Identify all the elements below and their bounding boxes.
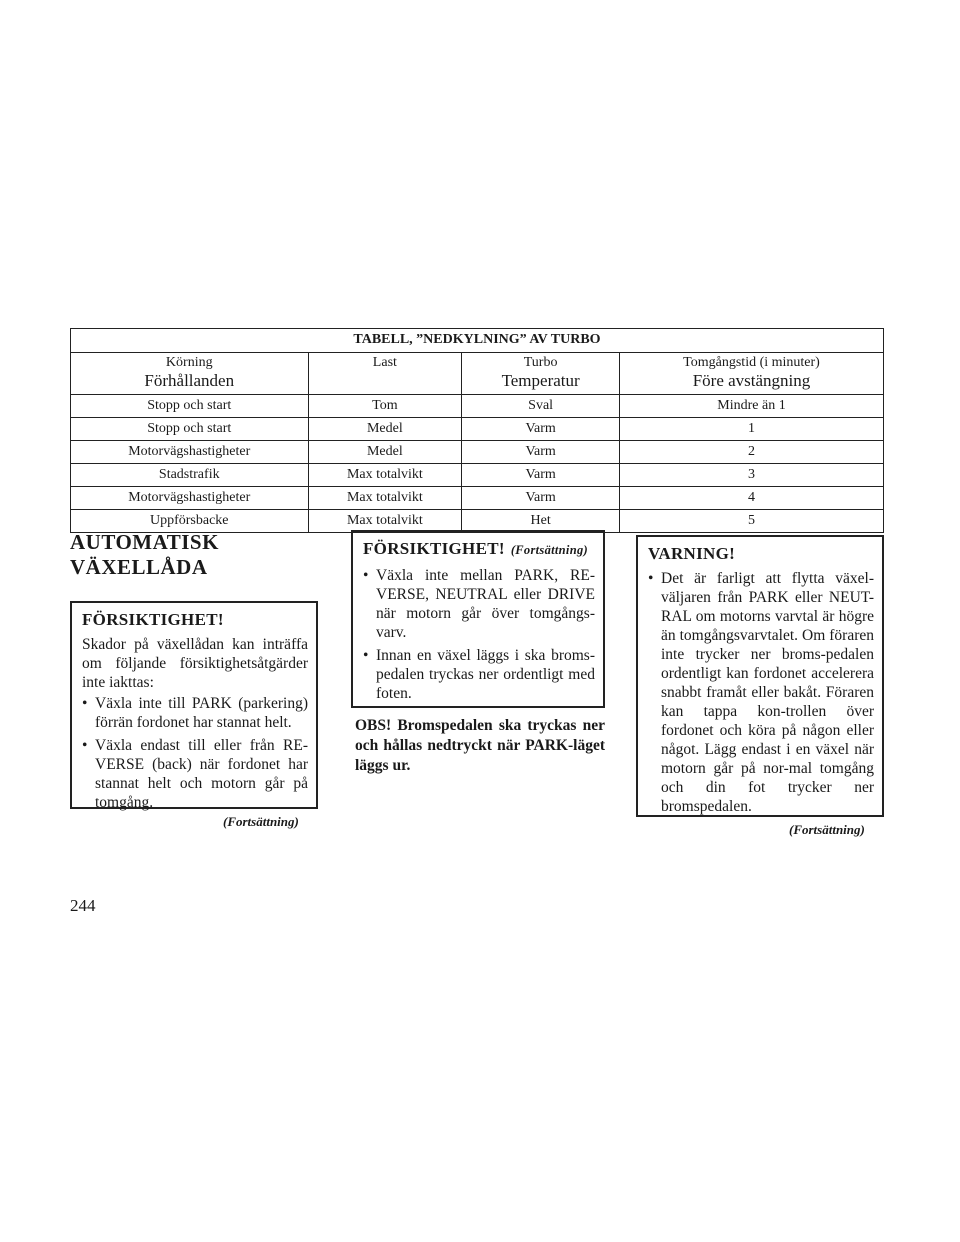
column-header-turbo <box>462 353 620 395</box>
table-cell: Mindre än 1 <box>620 394 884 417</box>
caution-list <box>363 566 595 703</box>
column-header-small: Turbo <box>523 355 558 371</box>
section-title-line: VÄXELLÅDA <box>70 555 208 579</box>
list-item: • Innan en växel läggs i ska broms-pedalen tryckas ner ordentligt med foten. <box>363 646 595 703</box>
column-header-load <box>308 353 462 395</box>
table-cell: Stadstrafik <box>71 463 309 486</box>
table-cell: Tom <box>308 394 462 417</box>
table-cell: Max totalvikt <box>308 486 462 509</box>
list-item: • Växla endast till eller från RE-VERSE (back) när fordonet har stannat helt och motorn går på tomgång. <box>82 736 308 812</box>
table-cell: 3 <box>620 463 884 486</box>
list-item: • Växla inte mellan PARK, RE-VERSE, NEUTRAL eller DRIVE när motorn går över tomgångs-varv. <box>363 566 595 642</box>
column-header-big: Före avstängning <box>692 371 811 391</box>
table-cell: Motorvägshastigheter <box>71 486 309 509</box>
table-row <box>71 509 884 532</box>
table-cell: Varm <box>462 463 620 486</box>
caution-heading-text: FÖRSIKTIGHET! <box>363 539 505 558</box>
continued-label: (Fortsättning) <box>223 814 299 829</box>
table-row <box>71 394 884 417</box>
list-item: • Växla inte till PARK (parkering) förrän fordonet har stannat helt. <box>82 694 308 732</box>
table-row <box>71 486 884 509</box>
section-title <box>70 530 219 580</box>
table-row <box>71 463 884 486</box>
table-cell: 2 <box>620 440 884 463</box>
table-cell: Medel <box>308 440 462 463</box>
caution-continued-box <box>351 530 605 708</box>
continued-label: (Fortsättning) <box>789 822 865 837</box>
column-header-small: Last <box>372 355 397 371</box>
table-cell: Het <box>462 509 620 532</box>
list-item: • Det är farligt att flytta växel-väljaren från PARK eller NEUT-RAL om motorns varvtal är högre än tomgångsvarvtalet. Om föraren inte trycker ner broms-pedalen ordentligt kan fordonet accelerera snabbt framåt eller bakåt. Föraren kan tappa kon-trollen över fordonet och köra på någon eller något. Lägg endast i en växel när motorn går på nor-mal tomgång och din fot trycker ner bromspedalen. <box>648 569 874 816</box>
table-cell: 4 <box>620 486 884 509</box>
heading-continued-label: (Fortsättning) <box>510 543 588 557</box>
table-cell: Max totalvikt <box>308 463 462 486</box>
table-cell: Motorvägshastigheter <box>71 440 309 463</box>
table-title: TABELL, ”NEDKYLNING” AV TURBO <box>71 329 884 353</box>
caution-intro: Skador på växellådan kan inträffa om följande försiktighetsåtgärder inte iakttas: <box>82 636 308 691</box>
warning-heading: VARNING! <box>648 544 736 563</box>
column-header-small: Tomgångstid (i minuter) <box>683 355 820 371</box>
warning-list <box>648 569 874 816</box>
caution-list <box>82 694 308 812</box>
table-header-row <box>71 353 884 395</box>
table-cell: Varm <box>462 440 620 463</box>
column-header-small: Körning <box>165 355 213 371</box>
table-cell: 1 <box>620 417 884 440</box>
column-header-idle-time <box>620 353 884 395</box>
table-cell: Uppförsbacke <box>71 509 309 532</box>
table-cell: Sval <box>462 394 620 417</box>
page-number: 244 <box>70 896 96 915</box>
table-row <box>71 440 884 463</box>
caution-box <box>70 601 318 809</box>
table-cell: Stopp och start <box>71 394 309 417</box>
table-cell: Varm <box>462 417 620 440</box>
warning-box <box>636 535 884 817</box>
table-cell: Varm <box>462 486 620 509</box>
table-cell: Max totalvikt <box>308 509 462 532</box>
note-text: OBS! Bromspedalen ska tryckas ner och hållas nedtryckt när PARK-läget läggs ur. <box>355 717 605 774</box>
table-cell: Medel <box>308 417 462 440</box>
column-header-driving <box>71 353 309 395</box>
table-cell: 5 <box>620 509 884 532</box>
column-header-big: Förhållanden <box>144 371 235 391</box>
table-row <box>71 417 884 440</box>
turbo-cooldown-table <box>70 328 884 533</box>
caution-heading: FÖRSIKTIGHET! <box>82 610 224 629</box>
section-title-line: AUTOMATISK <box>70 530 219 554</box>
table-cell: Stopp och start <box>71 417 309 440</box>
column-header-big: Temperatur <box>501 371 580 391</box>
caution-heading <box>363 539 595 560</box>
